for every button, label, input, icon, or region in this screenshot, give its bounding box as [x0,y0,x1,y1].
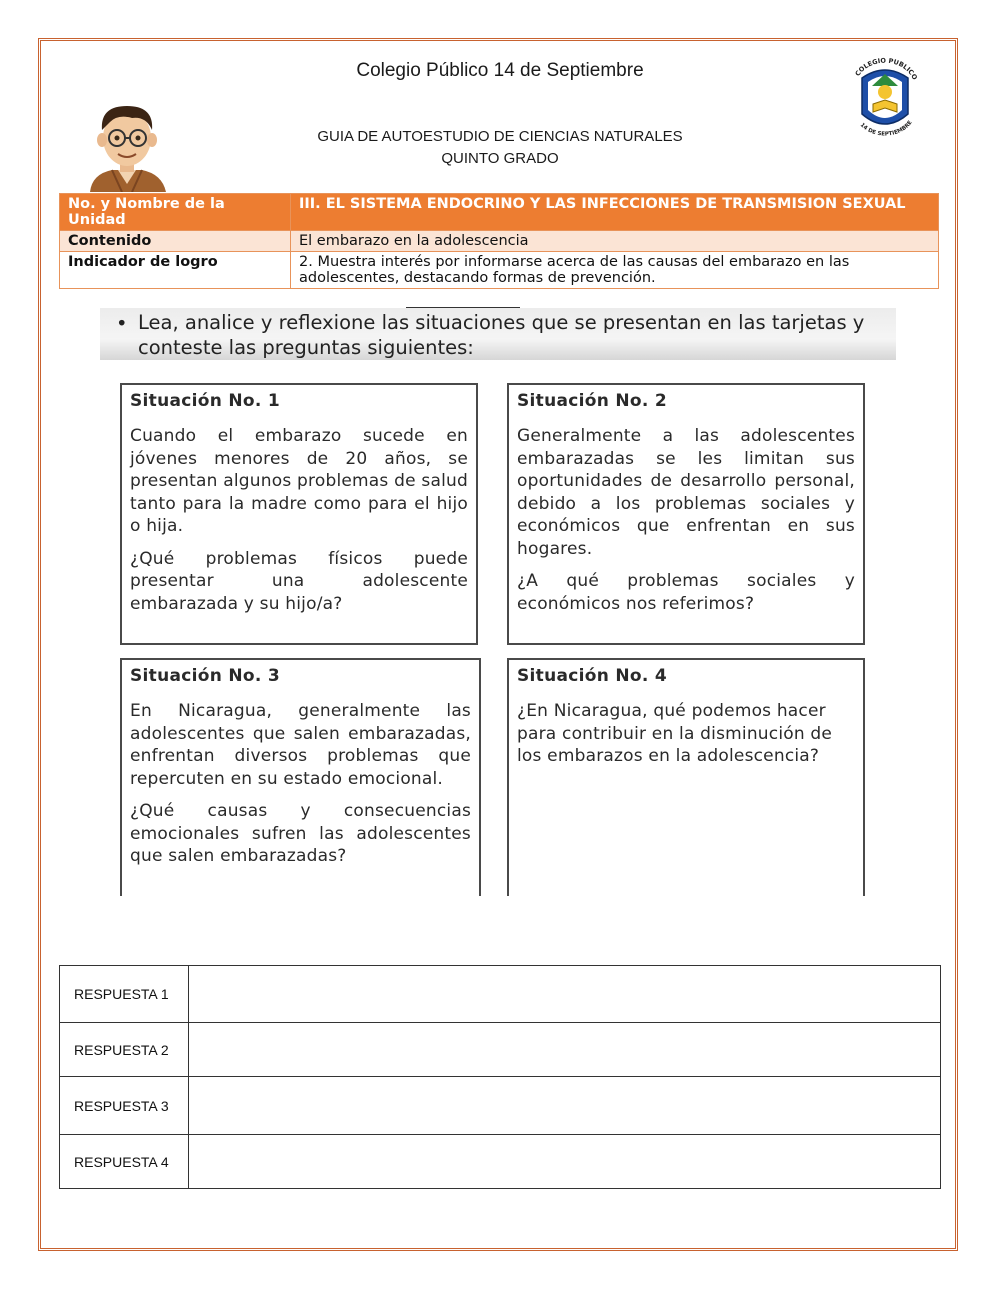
answer-field-2[interactable] [189,1023,941,1077]
unit-value: III. EL SISTEMA ENDOCRINO Y LAS INFECCIONES DE TRANSMISION SEXUAL [291,194,939,231]
situation-question: ¿A qué problemas sociales y económicos nos referimos? [517,571,855,614]
content-row [60,231,939,252]
situation-text: Cuando el embarazo sucede en jóvenes menores de 20 años, se presentan algunos problemas de salud tanto para la madre como para el hijo o hija. [130,426,468,536]
answer-label: RESPUESTA 2 [60,1023,189,1077]
content-label: Contenido [60,231,291,252]
guide-title-line1: GUIA DE AUTOESTUDIO DE CIENCIAS NATURALES [317,128,683,145]
situation-card-3 [120,658,481,896]
situation-text: Generalmente a las adolescentes embarazadas se les limitan sus oportunidades de desarrollo personal, debido a los problemas sociales y económicos que enfrentan en sus hogares. [517,426,855,559]
answer-label: RESPUESTA 4 [60,1135,189,1189]
situation-text: ¿En Nicaragua, qué podemos hacer para contribuir en la disminución de los embarazos en la adolescencia? [517,701,833,766]
logo-text-top: COLEGIO PUBLICO [853,56,919,82]
logo-text-bottom: 14 DE SEPTIEMBRE [858,119,914,138]
situation-title: Situación No. 1 [130,391,280,411]
school-name: Colegio Público 14 de Septiembre [356,60,644,81]
guide-title-line2: QUINTO GRADO [441,150,559,167]
answers-table [59,965,941,1189]
unit-info-table [59,193,939,289]
situation-card-4 [507,658,865,896]
situation-question: ¿Qué causas y consecuencias emocionales sufren las adolescentes que salen embarazadas? [130,801,471,866]
student-avatar [82,100,172,192]
answer-row-1 [60,966,941,1023]
indicator-label: Indicador de logro [60,252,291,289]
answer-field-3[interactable] [189,1077,941,1135]
instruction-banner [100,308,896,360]
answer-field-4[interactable] [189,1135,941,1189]
instruction-bullet: • [116,312,128,335]
instruction-text: Lea, analice y reflexione las situaciones que se presentan en las tarjetas y conteste las preguntas siguientes: [138,311,865,359]
content-value: El embarazo en la adolescencia [291,231,939,252]
indicator-row [60,252,939,289]
answer-field-1[interactable] [189,966,941,1023]
answer-label: RESPUESTA 1 [60,966,189,1023]
answer-label: RESPUESTA 3 [60,1077,189,1135]
answer-row-4 [60,1135,941,1189]
situation-title: Situación No. 4 [517,666,667,686]
situation-card-1 [120,383,478,645]
situation-title: Situación No. 3 [130,666,280,686]
situation-title: Situación No. 2 [517,391,667,411]
situation-text: En Nicaragua, generalmente las adolescentes que salen embarazadas, enfrentan diversos problemas que repercuten en su estado emocional. [130,701,471,789]
situation-question: ¿Qué problemas físicos puede presentar una adolescente embarazada y su hijo/a? [130,548,468,614]
answer-row-2 [60,1023,941,1077]
answer-row-3 [60,1077,941,1135]
situation-card-2 [507,383,865,645]
unit-label: No. y Nombre de la Unidad [60,194,291,231]
school-logo [848,52,922,144]
indicator-value: 2. Muestra interés por informarse acerca de las causas del embarazo en las adolescentes, destacando formas de prevención. [291,252,939,289]
unit-row [60,194,939,231]
